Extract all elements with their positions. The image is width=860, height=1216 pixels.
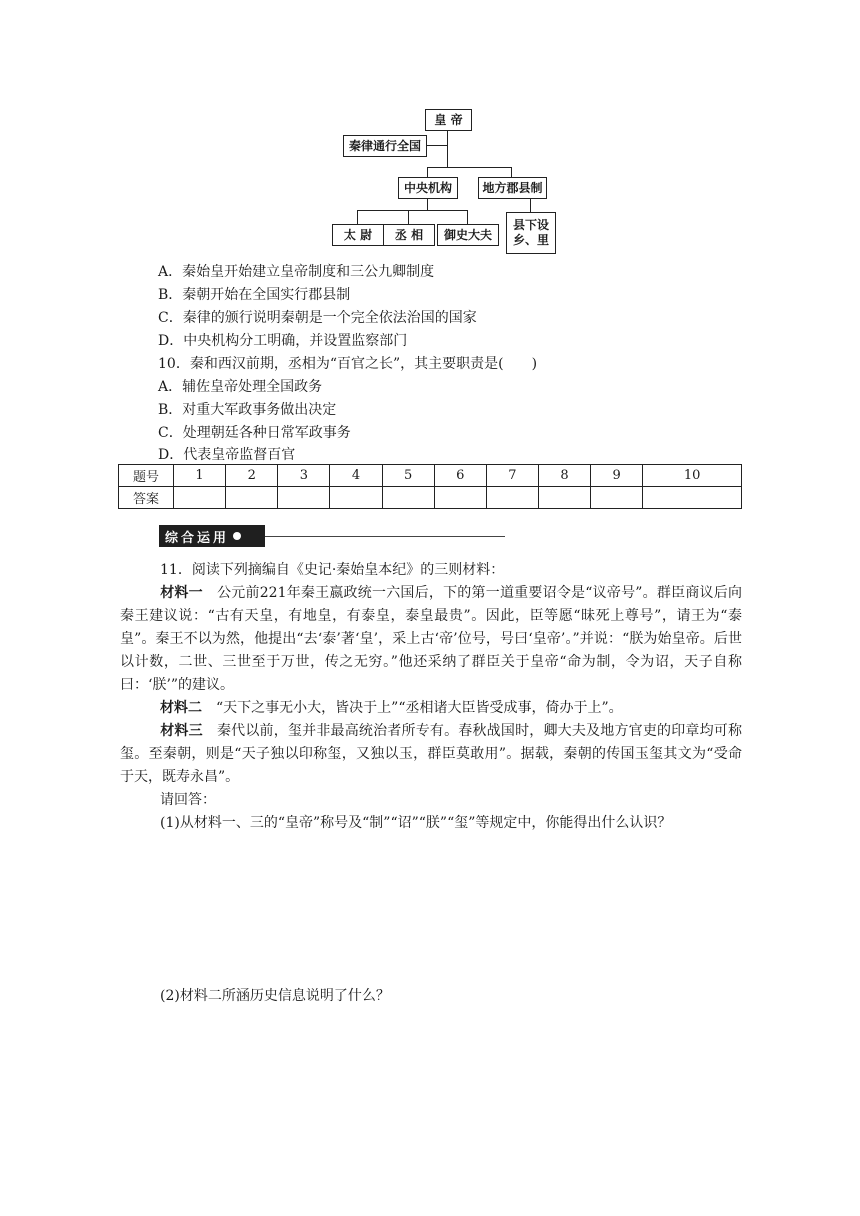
table-cell: 1 [174, 465, 226, 487]
chengxiang-box: 丞 相 [383, 224, 435, 246]
answer-cell[interactable] [591, 487, 643, 509]
q10-option-d: D．代表皇帝监督百官 [158, 447, 296, 463]
yushi-box: 御史大夫 [437, 224, 499, 246]
material-one-text: 公元前221年秦王嬴政统一六国后，下的第一道重要诏令是“议帝号”。群臣商议后向秦王建议说：“古有天皇，有地皇，有泰皇，泰皇最贵”。因此，臣等愿“昧死上尊号”，请王为“泰皇”。秦王不以为然，他提出“去‘泰’著‘皇’，采上古‘帝’位号，号曰‘皇帝’。”并说：“朕为始皇帝。后世以计数，二世、三世至于万世，传之无穷。”他还采纳了群臣关于皇帝“命为制，令为诏，天子自称曰：‘朕’”的建议。 [120, 585, 742, 693]
q10-option-c: C．处理朝廷各种日常军政事务 [158, 425, 351, 441]
q9-option-d: D．中央机构分工明确，并设置监察部门 [158, 333, 408, 349]
table-cell: 6 [434, 465, 486, 487]
bullet-dot-icon [233, 532, 241, 540]
answer-prompt-text: 请回答： [160, 792, 216, 808]
q10-option-a: A．辅佐皇帝处理全国政务 [158, 379, 323, 395]
county-line2: 乡、里 [512, 233, 549, 247]
central-box: 中央机构 [398, 177, 458, 199]
sub-question-2 [120, 985, 742, 1008]
table-cell: 4 [330, 465, 382, 487]
table-cell: 2 [226, 465, 278, 487]
answer-cell[interactable] [643, 487, 742, 509]
answer-cell[interactable] [434, 487, 486, 509]
emperor-box: 皇 帝 [425, 109, 472, 131]
answer-cell[interactable] [330, 487, 382, 509]
answer-cell[interactable] [226, 487, 278, 509]
material-one-label: 材料一 [160, 585, 203, 601]
taiwei-box: 太 尉 [332, 224, 384, 246]
banner-divider [265, 536, 505, 537]
table-header-number: 题号 [119, 465, 174, 487]
q11-stem [120, 559, 742, 582]
table-row [119, 465, 742, 487]
material-two [120, 697, 742, 720]
q10-stem: 10．秦和西汉前期，丞相为“百官之长”，其主要职责是( ) [158, 356, 538, 372]
local-box: 地方郡县制 [478, 177, 547, 199]
material-one [120, 582, 742, 697]
section-banner [159, 525, 265, 547]
q9-option-a: A．秦始皇开始建立皇帝制度和三公九卿制度 [158, 264, 435, 280]
answer-cell[interactable] [382, 487, 434, 509]
section-title: 综合运用 [165, 530, 230, 546]
answer-cell[interactable] [486, 487, 538, 509]
q9-option-b: B．秦朝开始在全国实行郡县制 [158, 287, 351, 303]
table-row [119, 487, 742, 509]
q11-stem-text: 11．阅读下列摘编自《史记·秦始皇本纪》的三则材料： [160, 562, 505, 578]
county-line1: 县下设 [512, 218, 549, 232]
sub-question-1-text: (1)从材料一、三的“皇帝”称号及“制”“诏”“朕”“玺”等规定中，你能得出什么认识？ [160, 815, 672, 831]
material-two-text: “天下之事无小大，皆决于上”“丞相诸大臣皆受成事，倚办于上”。 [202, 700, 623, 716]
table-cell: 9 [591, 465, 643, 487]
table-cell: 8 [538, 465, 590, 487]
q9-option-c: C．秦律的颁行说明秦朝是一个完全依法治国的国家 [158, 310, 477, 326]
answer-table [118, 464, 742, 509]
answer-prompt [120, 789, 742, 812]
qin-law-box: 秦律通行全国 [343, 135, 427, 157]
answer-cell[interactable] [538, 487, 590, 509]
table-header-answer: 答案 [119, 487, 174, 509]
q10-option-b: B．对重大军政事务做出决定 [158, 402, 337, 418]
answer-cell[interactable] [278, 487, 330, 509]
sub-question-2-text: (2)材料二所涵历史信息说明了什么？ [160, 988, 390, 1004]
table-cell: 5 [382, 465, 434, 487]
material-three [120, 720, 742, 789]
sub-question-1 [120, 812, 742, 835]
material-three-text: 秦代以前，玺并非最高统治者所专有。春秋战国时，卿大夫及地方官吏的印章均可称玺。至秦朝，则是“天子独以印称玺，又独以玉，群臣莫敢用”。据载，秦朝的传国玉玺其文为“受命于天，既寿永昌”。 [120, 723, 742, 785]
table-cell: 7 [486, 465, 538, 487]
table-cell: 3 [278, 465, 330, 487]
county-box [506, 212, 556, 254]
table-cell: 10 [643, 465, 742, 487]
material-two-label: 材料二 [160, 700, 202, 716]
answer-cell[interactable] [174, 487, 226, 509]
material-three-label: 材料三 [160, 723, 203, 739]
